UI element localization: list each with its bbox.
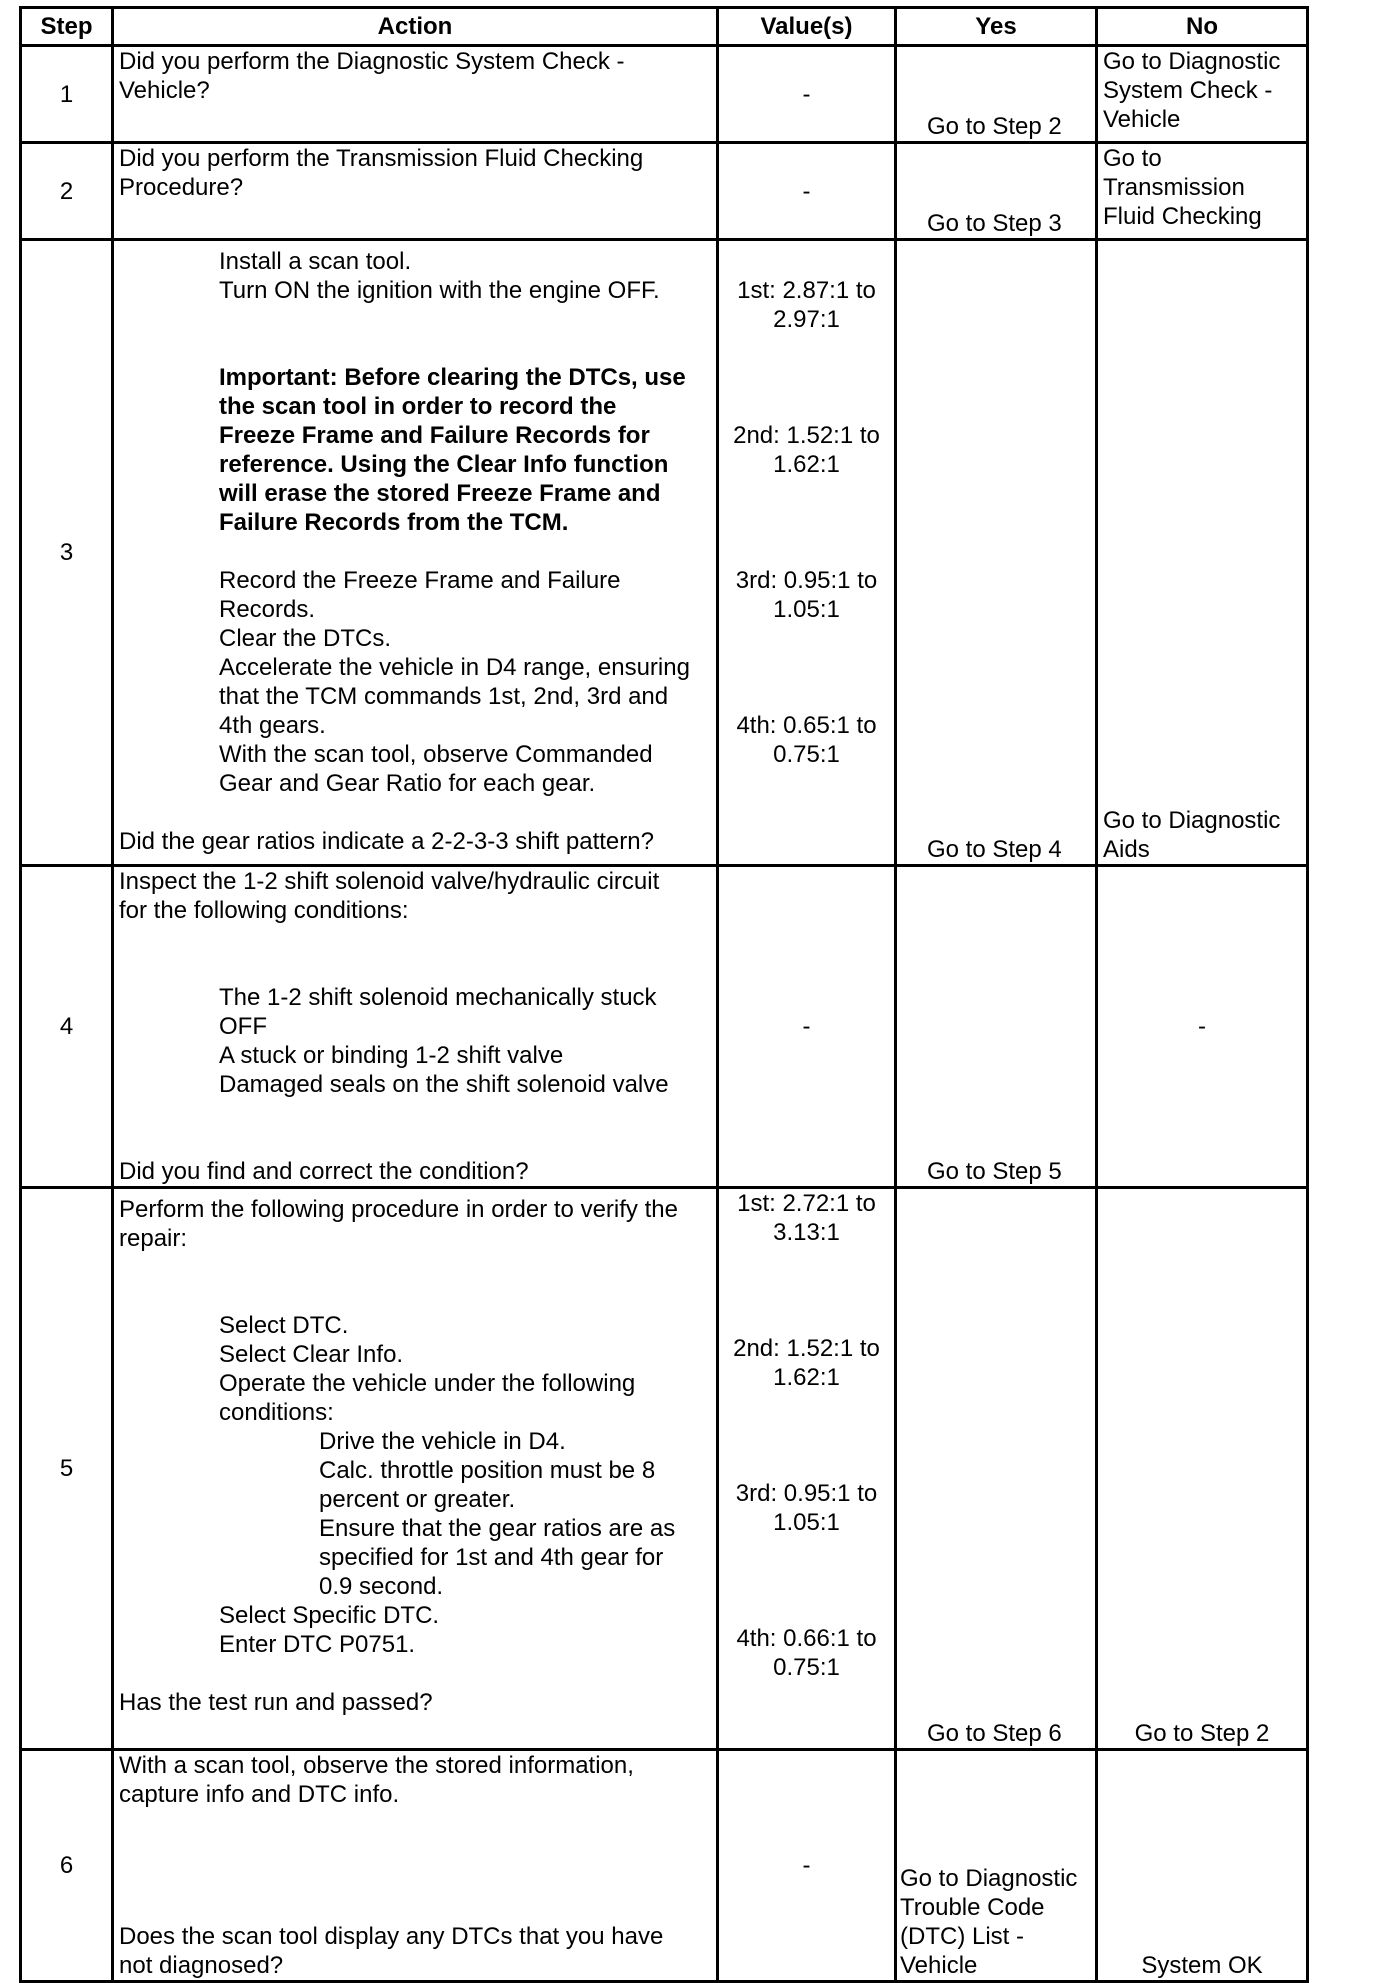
- important-text: Failure Records from the TCM.: [219, 509, 569, 536]
- action-list-item: OFF: [219, 1013, 267, 1040]
- value-cell: -: [718, 46, 896, 143]
- no-link-text: Fluid Checking: [1103, 203, 1262, 230]
- yes-cell[interactable]: [896, 1750, 1097, 1982]
- table-row: [21, 1188, 1308, 1750]
- action-sublist-item: Calc. throttle position must be 8: [319, 1457, 656, 1484]
- action-text: Did you perform the Transmission Fluid Checking: [119, 145, 644, 172]
- action-text: for the following conditions:: [119, 897, 409, 924]
- action-text: With a scan tool, observe the stored information,: [119, 1752, 634, 1779]
- no-link-text: Go to Diagnostic: [1103, 48, 1281, 75]
- action-list-item: The 1-2 shift solenoid mechanically stuck: [219, 984, 657, 1011]
- value-text: 3rd: 0.95:1 to: [735, 567, 878, 594]
- no-link-text: Vehicle: [1103, 106, 1181, 133]
- gear-ratio-spec: [724, 1189, 889, 1247]
- action-text: Vehicle?: [119, 77, 210, 104]
- yes-link-text: Trouble Code: [900, 1894, 1045, 1921]
- yes-cell: [896, 866, 1097, 1188]
- yes-link[interactable]: Go to Step 2: [927, 113, 1062, 140]
- action-list-item: Enter DTC P0751.: [219, 1631, 416, 1658]
- action-list-item: 4th gears.: [219, 712, 326, 739]
- no-link[interactable]: Go to Step 2: [1134, 1720, 1270, 1747]
- system-ok-text: System OK: [1141, 1952, 1263, 1979]
- action-list-item: Operate the vehicle under the following: [219, 1370, 636, 1397]
- action-list-item: Install a scan tool.: [219, 248, 412, 275]
- header-action: Action: [113, 8, 718, 46]
- action-text: capture info and DTC info.: [119, 1781, 400, 1808]
- action-text: repair:: [119, 1225, 188, 1252]
- action-sublist-item: specified for 1st and 4th gear for: [319, 1544, 664, 1571]
- value-text: 1.05:1: [773, 596, 840, 623]
- action-sublist-item: 0.9 second.: [319, 1573, 444, 1600]
- action-sublist-item: Drive the vehicle in D4.: [319, 1428, 566, 1455]
- gear-ratio-spec: [724, 1479, 889, 1537]
- action-text: Perform the following procedure in order to verify the: [119, 1196, 678, 1223]
- table-row: [21, 1750, 1308, 1982]
- step-number: 2: [21, 143, 113, 240]
- step-number: 4: [21, 866, 113, 1188]
- value-text: 1.05:1: [773, 1509, 840, 1536]
- important-text: Freeze Frame and Failure Records for: [219, 422, 650, 449]
- yes-link[interactable]: Go to Step 6: [927, 1720, 1062, 1747]
- action-sublist-item: percent or greater.: [319, 1486, 516, 1513]
- action-list-item: Accelerate the vehicle in D4 range, ensuring: [219, 654, 690, 681]
- value-cell: -: [718, 1750, 896, 1982]
- action-question: Does the scan tool display any DTCs that you have: [119, 1923, 664, 1950]
- gear-ratio-spec: [724, 711, 889, 769]
- action-list-item: conditions:: [219, 1399, 334, 1426]
- value-text: 2.97:1: [773, 306, 840, 333]
- no-link-text: Go to Diagnostic: [1103, 807, 1281, 834]
- gear-ratio-spec: [724, 421, 889, 479]
- action-cell: [113, 1188, 718, 1750]
- yes-cell: [896, 240, 1097, 866]
- value-text: 0.75:1: [773, 741, 840, 768]
- yes-link[interactable]: Go to Step 4: [927, 836, 1062, 863]
- value-cell: [718, 1188, 896, 1750]
- action-list-item: With the scan tool, observe Commanded: [219, 741, 653, 768]
- no-link-text: Aids: [1103, 836, 1150, 863]
- yes-link-text: Vehicle: [900, 1952, 978, 1979]
- header-values: Value(s): [718, 8, 896, 46]
- value-text: 2nd: 1.52:1 to: [733, 422, 880, 449]
- no-link-text: Transmission: [1103, 174, 1245, 201]
- no-cell: [1097, 1188, 1308, 1750]
- action-question: not diagnosed?: [119, 1952, 284, 1979]
- yes-link-text: Go to Diagnostic: [900, 1865, 1078, 1892]
- step-number: 3: [21, 240, 113, 866]
- action-list-item: Select Specific DTC.: [219, 1602, 440, 1629]
- table-row: [21, 46, 1308, 143]
- action-cell: [113, 866, 718, 1188]
- no-cell: [1097, 1750, 1308, 1982]
- action-text: Procedure?: [119, 174, 244, 201]
- no-cell[interactable]: [1097, 240, 1308, 866]
- value-cell: -: [718, 866, 896, 1188]
- action-list-item: Record the Freeze Frame and Failure: [219, 567, 621, 594]
- value-text: 4th: 0.65:1 to: [736, 712, 877, 739]
- value-text: 4th: 0.66:1 to: [736, 1625, 877, 1652]
- no-cell[interactable]: [1097, 143, 1308, 240]
- action-question: Did you find and correct the condition?: [119, 1158, 529, 1185]
- value-text: 0.75:1: [773, 1654, 840, 1681]
- value-text: 3rd: 0.95:1 to: [735, 1480, 878, 1507]
- action-list-item: Damaged seals on the shift solenoid valve: [219, 1071, 669, 1098]
- header-step: Step: [21, 8, 113, 46]
- value-text: 1.62:1: [773, 451, 840, 478]
- yes-cell: [896, 143, 1097, 240]
- value-cell: -: [718, 143, 896, 240]
- value-text: 1st: 2.72:1 to: [737, 1190, 876, 1217]
- action-cell: [113, 240, 718, 866]
- step-number: 6: [21, 1750, 113, 1982]
- action-list-item: Clear the DTCs.: [219, 625, 392, 652]
- no-link-text: System Check -: [1103, 77, 1273, 104]
- action-list-item: Gear and Gear Ratio for each gear.: [219, 770, 596, 797]
- gear-ratio-spec: [724, 276, 889, 334]
- value-text: 1st: 2.87:1 to: [737, 277, 876, 304]
- action-list-item: Turn ON the ignition with the engine OFF.: [219, 277, 660, 304]
- important-text: the scan tool in order to record the: [219, 393, 617, 420]
- gear-ratio-spec: [724, 566, 889, 624]
- action-cell: [113, 46, 718, 143]
- no-link-text: Go to: [1103, 145, 1162, 172]
- action-question: Did the gear ratios indicate a 2-2-3-3 shift pattern?: [119, 828, 654, 855]
- value-text: 3.13:1: [773, 1219, 840, 1246]
- table-row: [21, 866, 1308, 1188]
- value-cell: [718, 240, 896, 866]
- gear-ratio-spec: [724, 1624, 889, 1682]
- yes-cell: [896, 1188, 1097, 1750]
- table-row: [21, 143, 1308, 240]
- value-text: 2nd: 1.52:1 to: [733, 1335, 880, 1362]
- action-list-item: that the TCM commands 1st, 2nd, 3rd and: [219, 683, 669, 710]
- action-text: Did you perform the Diagnostic System Check -: [119, 48, 625, 75]
- action-text: Inspect the 1-2 shift solenoid valve/hydraulic circuit: [119, 868, 660, 895]
- important-text: reference. Using the Clear Info function: [219, 451, 669, 478]
- action-list-item: Select Clear Info.: [219, 1341, 404, 1368]
- action-sublist-item: Ensure that the gear ratios are as: [319, 1515, 676, 1542]
- header-yes: Yes: [896, 8, 1097, 46]
- important-note: [119, 363, 711, 537]
- step-number: 1: [21, 46, 113, 143]
- header-no: No: [1097, 8, 1308, 46]
- important-text: Important: Before clearing the DTCs, use: [219, 364, 686, 391]
- no-cell: -: [1097, 866, 1308, 1188]
- yes-link[interactable]: Go to Step 3: [927, 210, 1062, 237]
- gear-ratio-spec: [724, 1334, 889, 1392]
- table-row: [21, 240, 1308, 866]
- yes-link-text: (DTC) List -: [900, 1923, 1024, 1950]
- yes-cell: [896, 46, 1097, 143]
- important-text: will erase the stored Freeze Frame and: [219, 480, 661, 507]
- header-row: [21, 8, 1308, 46]
- yes-link[interactable]: Go to Step 5: [927, 1158, 1062, 1185]
- action-list-item: Select DTC.: [219, 1312, 349, 1339]
- action-cell: [113, 143, 718, 240]
- no-cell[interactable]: [1097, 46, 1308, 143]
- step-number: 5: [21, 1188, 113, 1750]
- diagnostic-table: [19, 6, 1309, 1983]
- action-list-item: A stuck or binding 1-2 shift valve: [219, 1042, 564, 1069]
- action-cell: [113, 1750, 718, 1982]
- action-question: Has the test run and passed?: [119, 1689, 433, 1716]
- action-list-item: Records.: [219, 596, 316, 623]
- value-text: 1.62:1: [773, 1364, 840, 1391]
